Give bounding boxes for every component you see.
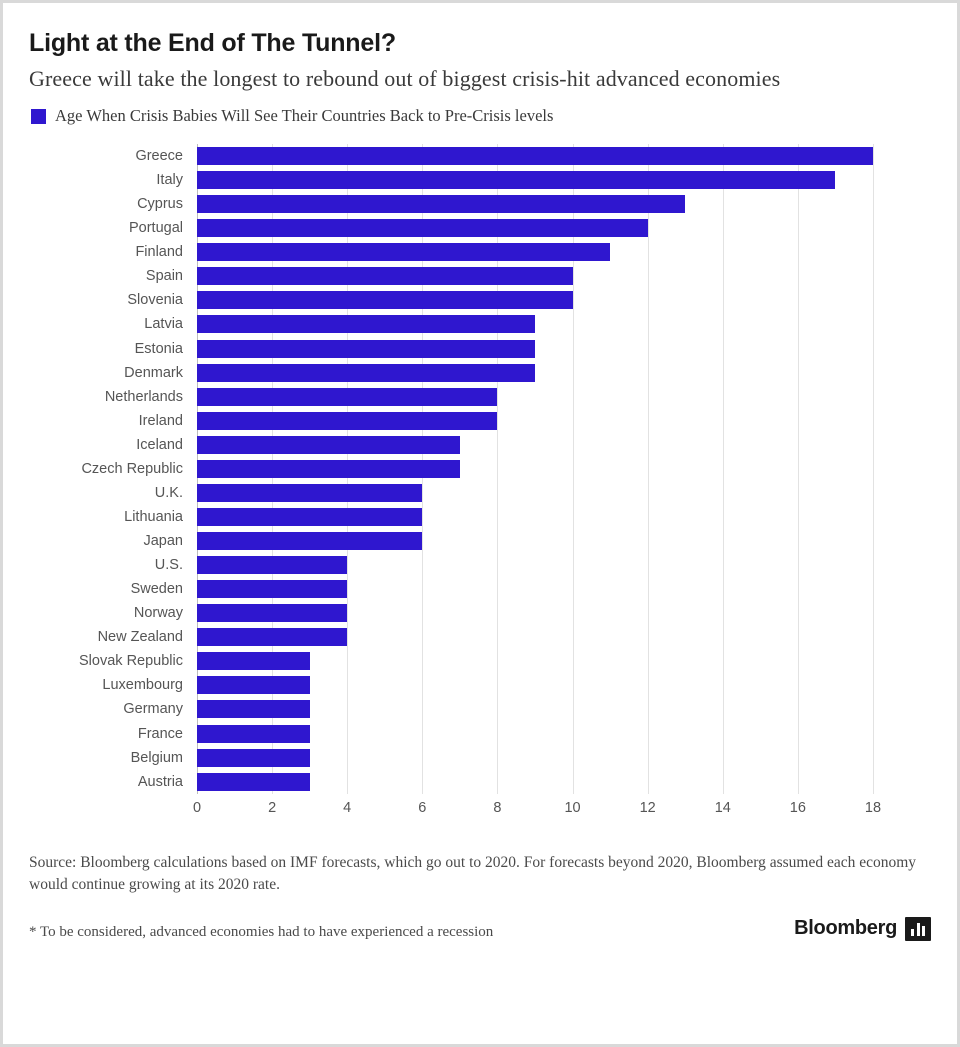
bar [197,291,573,309]
gridline [873,144,874,794]
x-tick-label: 10 [564,800,581,816]
bar [197,388,497,406]
plot-area [29,136,931,836]
bar-row [197,722,873,746]
bar [197,436,460,454]
bloomberg-mark-icon [905,917,931,941]
bar-row [197,144,873,168]
bar-row [197,168,873,192]
page-subtitle: Greece will take the longest to rebound out of biggest crisis-hit advanced economies [29,66,781,91]
bar [197,147,873,165]
bar-row [197,433,873,457]
category-label: Cyprus [137,196,183,213]
category-label: Luxembourg [102,677,183,694]
category-label: Japan [143,533,183,550]
bars-axis-area [197,144,873,794]
page-title: Light at the End of The Tunnel? [29,29,396,57]
brand-name: Bloomberg [794,917,897,940]
category-label: Finland [135,244,183,261]
category-label: Netherlands [104,388,183,405]
bar [197,195,685,213]
category-axis [29,144,191,794]
x-tick-label: 4 [343,800,352,816]
bar-row [197,240,873,264]
bar-row [197,673,873,697]
bar-row [197,457,873,481]
category-label: Denmark [124,364,183,381]
category-label: Germany [123,701,183,718]
category-label: Austria [137,773,183,790]
bar [197,171,835,189]
source-note: Source: Bloomberg calculations based on IMF forecasts, which go out to 2020. For forecasts beyond 2020, Bloomberg assumed each economy would continue growing at its 2020 rate. [29,854,917,894]
bar-row [197,697,873,721]
bar [197,700,310,718]
bar [197,773,310,791]
bar [197,725,310,743]
bar [197,484,422,502]
bar-row [197,625,873,649]
category-label: Slovak Republic [79,653,183,670]
bar [197,532,422,550]
category-label: U.K. [154,484,183,501]
bar [197,460,460,478]
category-label: Latvia [144,316,183,333]
x-tick-label: 12 [639,800,656,816]
bar-row [197,481,873,505]
x-tick-label: 14 [714,800,731,816]
bar-row [197,337,873,361]
bar-row [197,649,873,673]
legend-label: Age When Crisis Babies Will See Their Countries Back to Pre-Crisis levels [55,106,554,125]
bar [197,315,535,333]
x-tick-label: 18 [864,800,882,816]
bar-row [197,529,873,553]
bar [197,580,347,598]
category-label: Italy [156,172,183,189]
category-label: Sweden [130,581,183,598]
bar-row [197,505,873,529]
bar [197,412,497,430]
category-label: Iceland [136,436,183,453]
x-tick-label: 8 [493,800,502,816]
bar [197,676,310,694]
category-label: Greece [135,148,183,165]
bloomberg-logo [794,917,931,941]
category-label: Ireland [138,412,183,429]
bar-row [197,553,873,577]
bar [197,556,347,574]
category-label: Slovenia [127,292,183,309]
bar [197,628,347,646]
bar-row [197,288,873,312]
x-tick-label: 0 [192,800,202,816]
category-label: Estonia [134,340,183,357]
bar-row [197,312,873,336]
legend-swatch-icon [31,109,46,124]
bar-row [197,409,873,433]
x-tick-label: 6 [418,800,427,816]
category-label: Czech Republic [81,460,183,477]
x-axis-ticks [192,800,882,822]
bar-row [197,601,873,625]
category-label: New Zealand [97,629,183,646]
bar-series [197,144,873,794]
bar [197,267,573,285]
category-label: Norway [133,605,183,622]
bar [197,364,535,382]
bar-row [197,746,873,770]
category-label: Lithuania [124,508,183,525]
bar-row [197,216,873,240]
bar [197,340,535,358]
bar-row [197,385,873,409]
x-tick-label: 2 [268,800,277,816]
bar [197,508,422,526]
bar-row [197,361,873,385]
bar [197,652,310,670]
bar [197,749,310,767]
category-label: U.S. [154,557,183,574]
category-label: Spain [145,268,183,285]
bar-row [197,770,873,794]
category-label: France [137,725,183,742]
category-label: Belgium [130,749,183,766]
category-label: Portugal [128,220,183,237]
bar [197,219,648,237]
bar [197,604,347,622]
bar [197,243,610,261]
bar-row [197,577,873,601]
footer-row [29,917,931,941]
bar-row [197,264,873,288]
bar-row [197,192,873,216]
footnote: * To be considered, advanced economies had to have experienced a recession [29,923,494,940]
legend [31,106,931,126]
x-tick-label: 16 [789,800,806,816]
